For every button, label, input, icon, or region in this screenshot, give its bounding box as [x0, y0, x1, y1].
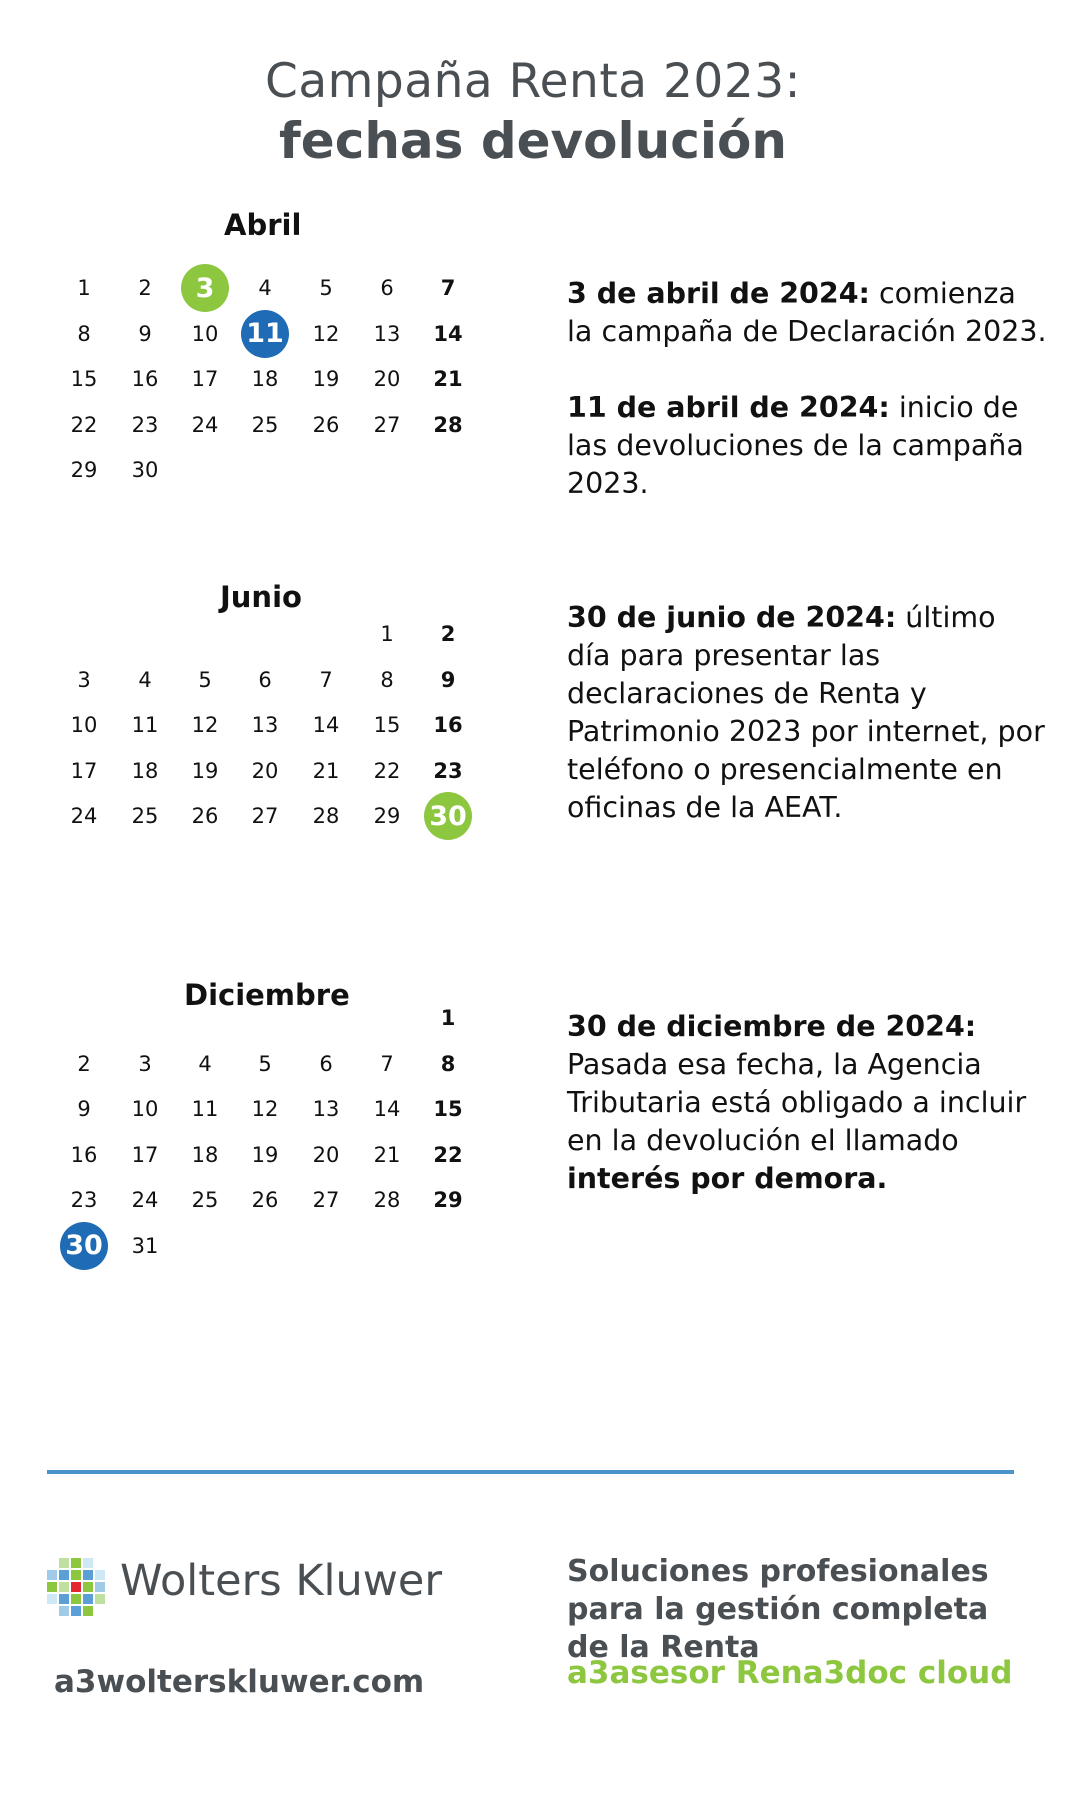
- month-title-abril: Abril: [224, 208, 302, 242]
- calendar-day: 8: [440, 1051, 456, 1076]
- calendar-day: 6: [380, 276, 394, 300]
- calendar-day: 4: [258, 276, 272, 300]
- calendar-day: 15: [70, 367, 98, 391]
- calendar-day: 17: [131, 1142, 159, 1167]
- calendar-day: 13: [251, 713, 279, 737]
- product-name: a3asesor Rena3doc cloud: [567, 1655, 1013, 1691]
- note-text: último día para presentar las declaraciones de Renta y Patrimonio 2023 por internet, por teléfono o presencialmente en oficinas de la AEAT.: [567, 601, 1045, 824]
- calendar-day: 22: [373, 758, 401, 783]
- note-emphasis: interés por demora.: [567, 1162, 888, 1195]
- calendar-day: 31: [131, 1233, 159, 1258]
- calendar-day: 22: [433, 1142, 463, 1167]
- calendar-day: 20: [373, 367, 401, 391]
- calendar-day: 29: [373, 804, 401, 828]
- calendar-day: 30: [131, 458, 159, 482]
- note-date: 30 de diciembre de 2024:: [567, 1010, 977, 1043]
- calendar-day: 3: [138, 1051, 152, 1076]
- calendar-day: 8: [380, 667, 394, 692]
- calendar-day: 21: [433, 367, 463, 391]
- calendar-day: 7: [380, 1051, 394, 1076]
- calendar-day: 5: [319, 276, 333, 300]
- note-date: 11 de abril de 2024:: [567, 391, 890, 424]
- calendar-day: 27: [373, 412, 401, 437]
- calendar-day-highlight: 30: [424, 792, 472, 840]
- month-title-junio: Junio: [220, 580, 302, 614]
- calendar-day: 9: [138, 321, 152, 346]
- calendar-day: 9: [440, 667, 456, 692]
- calendar-day: 27: [312, 1188, 340, 1212]
- calendar-day: 19: [251, 1142, 279, 1167]
- calendar-day: 26: [312, 412, 340, 437]
- calendar-day: 28: [373, 1188, 401, 1212]
- calendar-day: 22: [70, 412, 98, 437]
- calendar-day: 23: [131, 412, 159, 437]
- calendar-day-highlight: 11: [241, 310, 289, 358]
- calendar-day-highlight: 3: [181, 264, 229, 312]
- website-link[interactable]: a3wolterskluwer.com: [54, 1664, 425, 1700]
- calendar-day: 26: [191, 804, 219, 828]
- wolters-kluwer-logo-icon: [47, 1558, 105, 1616]
- calendar-day: 1: [380, 622, 394, 646]
- calendar-day: 10: [191, 321, 219, 346]
- calendar-day: 24: [131, 1188, 159, 1212]
- calendar-day-highlight: 30: [60, 1222, 108, 1270]
- calendar-day: 4: [138, 667, 152, 692]
- calendar-day: 20: [251, 758, 279, 783]
- calendar-day: 28: [312, 804, 340, 828]
- calendar-day: 5: [258, 1051, 272, 1076]
- note-date: 30 de junio de 2024:: [567, 601, 897, 634]
- calendar-day: 7: [440, 276, 456, 300]
- calendar-day: 10: [70, 713, 98, 737]
- calendar-day: 18: [131, 758, 159, 783]
- calendar-day: 12: [251, 1097, 279, 1121]
- page-title-line1: Campaña Renta 2023:: [265, 54, 801, 109]
- calendar-day: 21: [312, 758, 340, 783]
- calendar-day: 17: [191, 367, 219, 391]
- calendar-day: 24: [70, 804, 98, 828]
- calendar-day: 6: [319, 1051, 333, 1076]
- calendar-day: 15: [373, 713, 401, 737]
- footer-tagline: Soluciones profesionales para la gestión completa de la Renta: [567, 1554, 989, 1665]
- calendar-day: 25: [131, 804, 159, 828]
- calendar-day: 14: [433, 321, 463, 346]
- calendar-day: 29: [433, 1188, 463, 1212]
- note-abril-3: [567, 275, 1047, 351]
- calendar-day: 25: [251, 412, 279, 437]
- calendar-day: 19: [191, 758, 219, 783]
- calendar-day: 8: [77, 321, 91, 346]
- note-text: Pasada esa fecha, la Agencia Tributaria está obligado a incluir en la devolución el llamado: [567, 1048, 1027, 1157]
- note-junio-30: [567, 599, 1047, 827]
- calendar-day: 3: [77, 667, 91, 692]
- calendar-day: 7: [319, 667, 333, 692]
- note-date: 3 de abril de 2024:: [567, 277, 870, 310]
- calendar-day: 5: [198, 667, 212, 692]
- brand-name: Wolters Kluwer: [120, 1556, 443, 1606]
- calendar-day: 27: [251, 804, 279, 828]
- calendar-day: 24: [191, 412, 219, 437]
- calendar-day: 11: [131, 713, 159, 737]
- calendar-day: 14: [312, 713, 340, 737]
- calendar-day: 26: [251, 1188, 279, 1212]
- note-abril-11: [567, 389, 1047, 503]
- calendar-day: 2: [440, 622, 456, 646]
- calendar-day: 6: [258, 667, 272, 692]
- calendar-day: 20: [312, 1142, 340, 1167]
- calendar-day: 29: [70, 458, 98, 482]
- calendar-day: 12: [191, 713, 219, 737]
- calendar-day: 16: [433, 713, 463, 737]
- calendar-day: 19: [312, 367, 340, 391]
- calendar-day: 16: [70, 1142, 98, 1167]
- calendar-day: 16: [131, 367, 159, 391]
- calendar-day: 1: [77, 276, 91, 300]
- calendar-day: 18: [191, 1142, 219, 1167]
- calendar-day: 12: [312, 321, 340, 346]
- calendar-day: 14: [373, 1097, 401, 1121]
- calendar-day: 2: [77, 1051, 91, 1076]
- calendar-day: 25: [191, 1188, 219, 1212]
- calendar-day: 15: [433, 1097, 463, 1121]
- month-title-diciembre: Diciembre: [184, 978, 350, 1012]
- calendar-day: 17: [70, 758, 98, 783]
- calendar-day: 21: [373, 1142, 401, 1167]
- calendar-day: 1: [440, 1006, 456, 1030]
- calendar-day: 13: [373, 321, 401, 346]
- calendar-day: 10: [131, 1097, 159, 1121]
- calendar-day: 18: [251, 367, 279, 391]
- calendar-day: 28: [433, 412, 463, 437]
- note-text: comienza la campaña de Declaración 2023.: [567, 277, 1047, 348]
- note-diciembre-30: [567, 1008, 1047, 1198]
- calendar-day: 2: [138, 276, 152, 300]
- page-title-line2: fechas devolución: [279, 112, 787, 170]
- note-text: inicio de las devoluciones de la campaña 2023.: [567, 391, 1024, 500]
- calendar-day: 13: [312, 1097, 340, 1121]
- calendar-day: 4: [198, 1051, 212, 1076]
- calendar-day: 23: [433, 758, 463, 783]
- calendar-day: 11: [191, 1097, 219, 1121]
- footer-divider: [47, 1470, 1014, 1474]
- calendar-day: 9: [77, 1097, 91, 1121]
- calendar-day: 23: [70, 1188, 98, 1212]
